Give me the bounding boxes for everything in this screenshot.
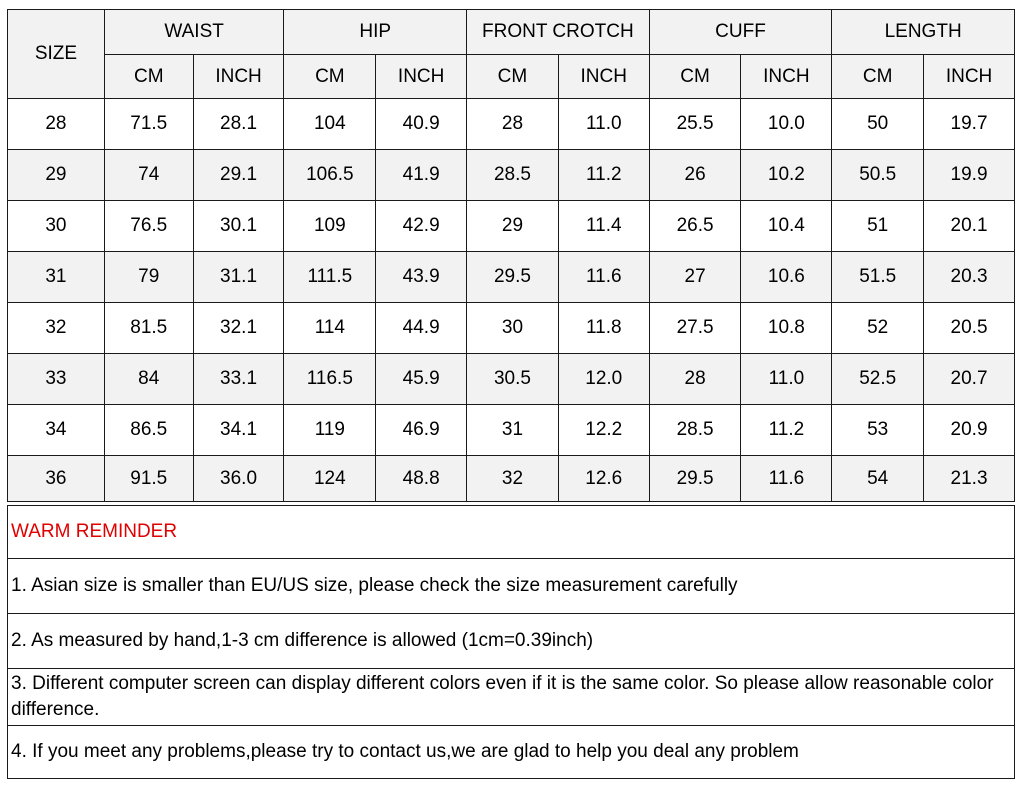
front-crotch-cm-cell: 32 [467, 456, 559, 502]
length-cm-cell: 50.5 [832, 150, 924, 201]
length-inch-cell: 19.7 [924, 99, 1015, 150]
length-cm-cell: 51 [832, 201, 924, 252]
waist-cm-cell: 84 [104, 354, 193, 405]
cuff-cm-cell: 26.5 [649, 201, 741, 252]
hip-inch-cell: 44.9 [376, 303, 467, 354]
hip-cm-cell: 116.5 [284, 354, 376, 405]
cuff-cm-cell: 25.5 [649, 99, 741, 150]
size-cell: 29 [8, 150, 105, 201]
group-header-hip: HIP [284, 10, 467, 55]
front-crotch-cm-cell: 30.5 [467, 354, 559, 405]
length-inch-cell: 20.7 [924, 354, 1015, 405]
reminder-item-4: 4. If you meet any problems,please try to contact us,we are glad to help you deal any problem [8, 726, 1015, 779]
size-cell: 28 [8, 99, 105, 150]
waist-inch-cell: 32.1 [193, 303, 284, 354]
hip-inch-cell: 48.8 [376, 456, 467, 502]
waist-cm-cell: 91.5 [104, 456, 193, 502]
unit-inch-header: INCH [376, 55, 467, 99]
waist-inch-cell: 30.1 [193, 201, 284, 252]
reminder-item-row [8, 559, 1015, 614]
size-header: SIZE [8, 10, 105, 99]
unit-inch-header: INCH [558, 55, 649, 99]
unit-cm-header: CM [467, 55, 559, 99]
cuff-cm-cell: 27.5 [649, 303, 741, 354]
size-chart-table [7, 9, 1015, 502]
unit-cm-header: CM [649, 55, 741, 99]
hip-cm-cell: 104 [284, 99, 376, 150]
waist-inch-cell: 36.0 [193, 456, 284, 502]
hip-inch-cell: 46.9 [376, 405, 467, 456]
cuff-inch-cell: 10.4 [741, 201, 832, 252]
length-inch-cell: 20.1 [924, 201, 1015, 252]
reminder-item-row [8, 726, 1015, 779]
reminder-item-3: 3. Different computer screen can display different colors even if it is the same color. So please allow reasonable color difference. [8, 669, 1015, 726]
cuff-inch-cell: 11.0 [741, 354, 832, 405]
waist-inch-cell: 29.1 [193, 150, 284, 201]
unit-cm-header: CM [832, 55, 924, 99]
warm-reminder-table [7, 505, 1015, 779]
group-header-length: LENGTH [832, 10, 1015, 55]
front-crotch-cm-cell: 31 [467, 405, 559, 456]
reminder-item-row [8, 614, 1015, 669]
waist-cm-cell: 71.5 [104, 99, 193, 150]
front-crotch-cm-cell: 29 [467, 201, 559, 252]
reminder-title-row [8, 506, 1015, 559]
cuff-inch-cell: 10.8 [741, 303, 832, 354]
waist-cm-cell: 81.5 [104, 303, 193, 354]
hip-cm-cell: 111.5 [284, 252, 376, 303]
front-crotch-inch-cell: 11.6 [558, 252, 649, 303]
cuff-cm-cell: 26 [649, 150, 741, 201]
hip-cm-cell: 106.5 [284, 150, 376, 201]
front-crotch-cm-cell: 29.5 [467, 252, 559, 303]
hip-inch-cell: 41.9 [376, 150, 467, 201]
hip-inch-cell: 43.9 [376, 252, 467, 303]
cuff-inch-cell: 10.2 [741, 150, 832, 201]
length-inch-cell: 20.5 [924, 303, 1015, 354]
cuff-cm-cell: 28 [649, 354, 741, 405]
front-crotch-inch-cell: 11.2 [558, 150, 649, 201]
length-cm-cell: 52.5 [832, 354, 924, 405]
waist-cm-cell: 76.5 [104, 201, 193, 252]
table-row [8, 456, 1015, 502]
waist-cm-cell: 74 [104, 150, 193, 201]
cuff-inch-cell: 10.6 [741, 252, 832, 303]
length-cm-cell: 52 [832, 303, 924, 354]
group-header-cuff: CUFF [649, 10, 832, 55]
hip-inch-cell: 42.9 [376, 201, 467, 252]
length-cm-cell: 53 [832, 405, 924, 456]
cuff-cm-cell: 29.5 [649, 456, 741, 502]
hip-cm-cell: 109 [284, 201, 376, 252]
waist-inch-cell: 33.1 [193, 354, 284, 405]
unit-inch-header: INCH [193, 55, 284, 99]
waist-cm-cell: 86.5 [104, 405, 193, 456]
front-crotch-inch-cell: 12.6 [558, 456, 649, 502]
front-crotch-cm-cell: 28.5 [467, 150, 559, 201]
size-cell: 30 [8, 201, 105, 252]
reminder-item-row [8, 669, 1015, 726]
cuff-inch-cell: 10.0 [741, 99, 832, 150]
reminder-item-1: 1. Asian size is smaller than EU/US size, please check the size measurement carefully [8, 559, 1015, 614]
length-cm-cell: 54 [832, 456, 924, 502]
reminder-title: WARM REMINDER [8, 506, 1015, 559]
size-cell: 34 [8, 405, 105, 456]
hip-cm-cell: 114 [284, 303, 376, 354]
hip-cm-cell: 119 [284, 405, 376, 456]
table-row [8, 201, 1015, 252]
length-inch-cell: 20.9 [924, 405, 1015, 456]
unit-inch-header: INCH [741, 55, 832, 99]
hip-inch-cell: 45.9 [376, 354, 467, 405]
front-crotch-inch-cell: 12.2 [558, 405, 649, 456]
table-row [8, 303, 1015, 354]
hip-inch-cell: 40.9 [376, 99, 467, 150]
table-row [8, 354, 1015, 405]
front-crotch-inch-cell: 11.8 [558, 303, 649, 354]
length-cm-cell: 51.5 [832, 252, 924, 303]
size-cell: 36 [8, 456, 105, 502]
size-cell: 32 [8, 303, 105, 354]
header-row-groups [8, 10, 1015, 55]
unit-cm-header: CM [104, 55, 193, 99]
waist-inch-cell: 28.1 [193, 99, 284, 150]
table-row [8, 150, 1015, 201]
hip-cm-cell: 124 [284, 456, 376, 502]
cuff-inch-cell: 11.6 [741, 456, 832, 502]
front-crotch-inch-cell: 12.0 [558, 354, 649, 405]
header-row-units [8, 55, 1015, 99]
front-crotch-cm-cell: 28 [467, 99, 559, 150]
cuff-cm-cell: 28.5 [649, 405, 741, 456]
waist-inch-cell: 34.1 [193, 405, 284, 456]
cuff-cm-cell: 27 [649, 252, 741, 303]
reminder-item-2: 2. As measured by hand,1-3 cm difference is allowed (1cm=0.39inch) [8, 614, 1015, 669]
waist-cm-cell: 79 [104, 252, 193, 303]
size-cell: 31 [8, 252, 105, 303]
waist-inch-cell: 31.1 [193, 252, 284, 303]
group-header-front-crotch: FRONT CROTCH [467, 10, 650, 55]
front-crotch-inch-cell: 11.0 [558, 99, 649, 150]
length-inch-cell: 19.9 [924, 150, 1015, 201]
front-crotch-cm-cell: 30 [467, 303, 559, 354]
table-row [8, 405, 1015, 456]
size-cell: 33 [8, 354, 105, 405]
table-row [8, 252, 1015, 303]
length-inch-cell: 20.3 [924, 252, 1015, 303]
group-header-waist: WAIST [104, 10, 284, 55]
table-row [8, 99, 1015, 150]
length-cm-cell: 50 [832, 99, 924, 150]
unit-inch-header: INCH [924, 55, 1015, 99]
size-rows [8, 99, 1015, 502]
unit-cm-header: CM [284, 55, 376, 99]
front-crotch-inch-cell: 11.4 [558, 201, 649, 252]
cuff-inch-cell: 11.2 [741, 405, 832, 456]
length-inch-cell: 21.3 [924, 456, 1015, 502]
